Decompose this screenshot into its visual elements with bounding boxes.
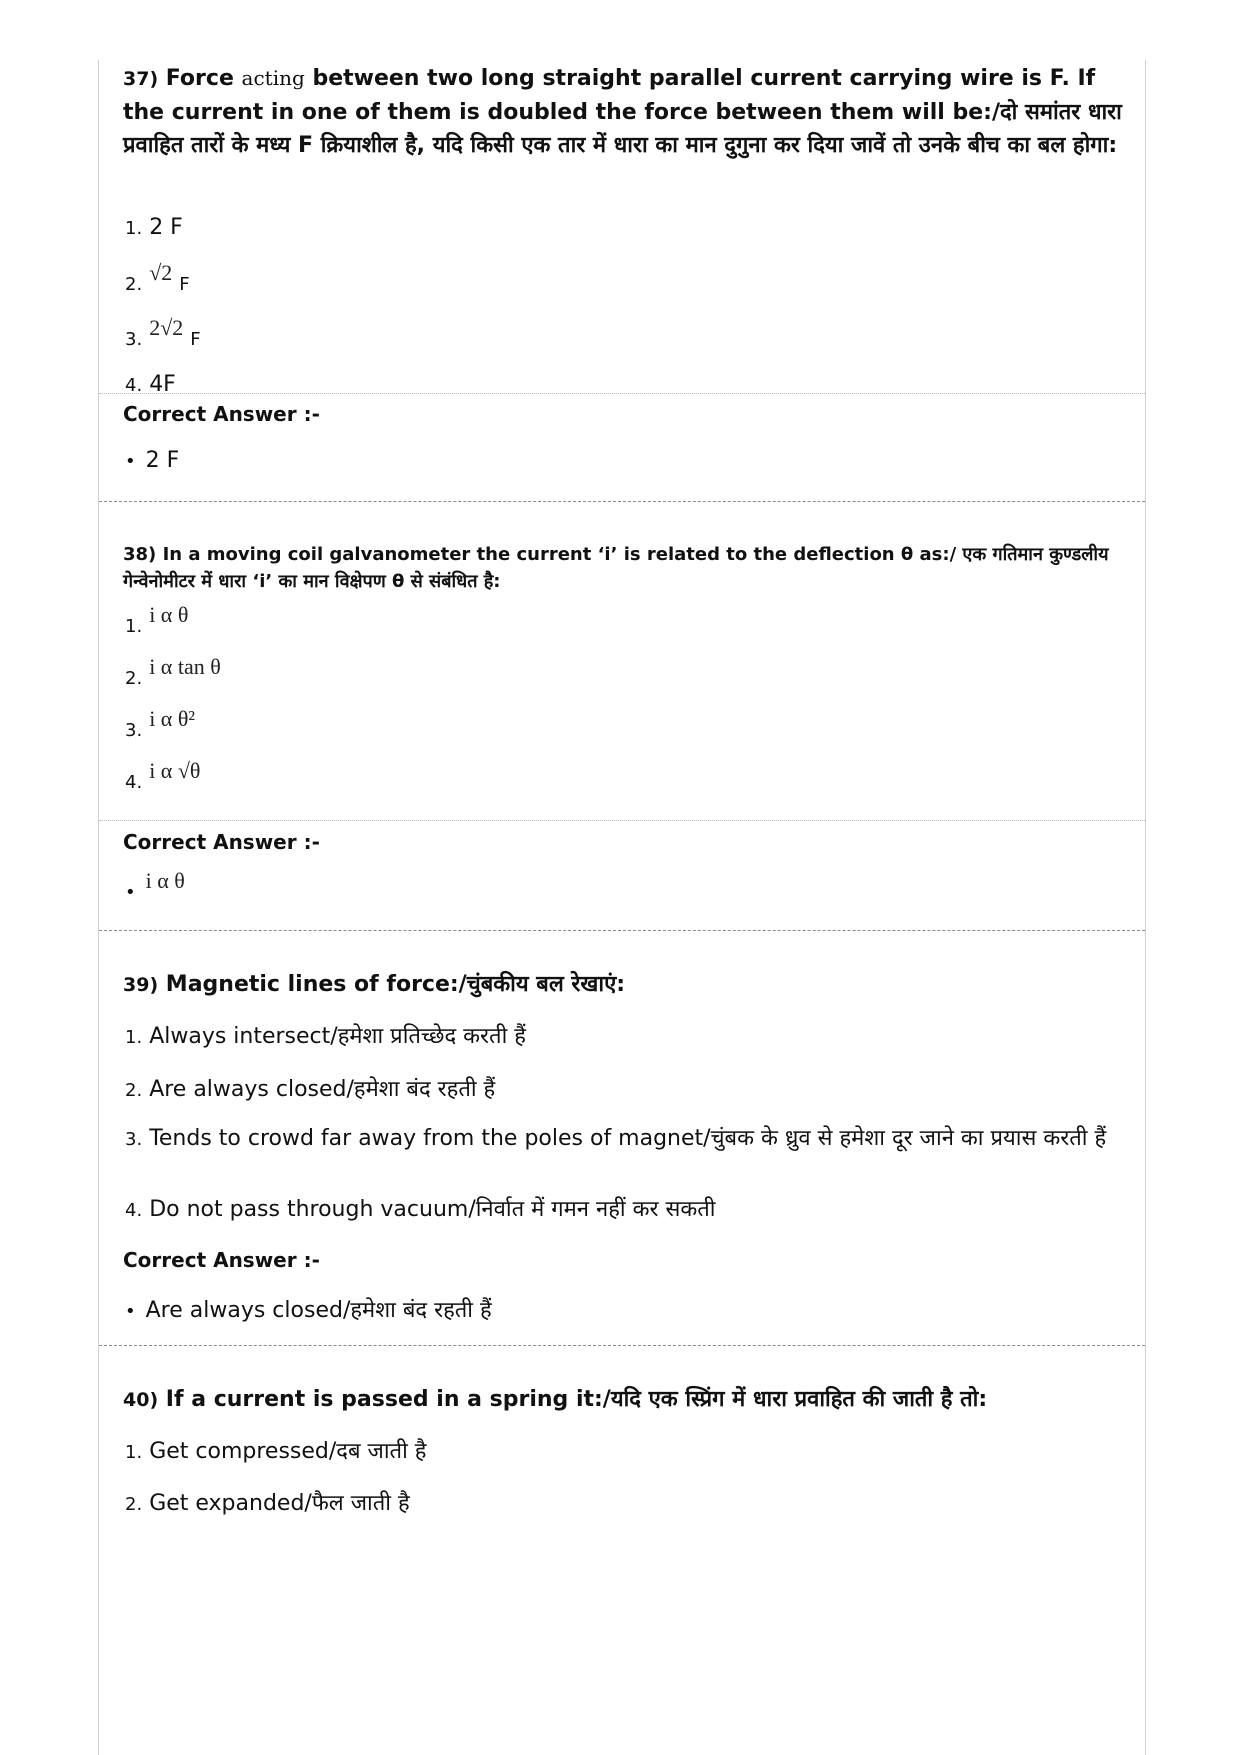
option-4[interactable] [125,1193,715,1223]
option-2[interactable] [125,654,221,690]
option-text: 2 F [149,215,183,240]
option-number: 4. [125,772,143,793]
question-text-part: Force [165,66,242,91]
option-math: i α tan θ [149,654,221,679]
option-text: Do not pass through vacuum/निर्वात में गमन नहीं कर सकती [149,1197,716,1222]
bullet-icon: • [125,1301,136,1322]
question-text-part: If a current is passed in a spring it:/यदि एक स्प्रिंग में धारा प्रवाहित की जाती है तो: [165,1387,988,1412]
correct-answer [125,868,185,904]
question-number: 38) [123,544,157,565]
correct-answer-label: Correct Answer :- [123,830,320,854]
question-text [123,970,1133,1000]
correct-answer-text: i α θ [145,868,185,893]
divider [99,820,1145,821]
option-number: 2. [125,1494,143,1515]
option-number: 4. [125,1200,143,1221]
option-number: 2. [125,274,143,295]
question-number: 37) [123,68,159,90]
question-text [123,541,1133,595]
option-text: Always intersect/हमेशा प्रतिच्छेद करती हैं [149,1024,526,1049]
bullet-icon: • [125,451,136,472]
option-number: 3. [125,720,143,741]
question-separator [99,930,1145,931]
correct-answer-label: Correct Answer :- [123,1248,320,1272]
option-text: F [190,329,201,350]
question-page [98,60,1146,1755]
divider [99,393,1145,394]
bullet-icon: • [125,882,136,903]
question-number: 39) [123,974,159,996]
option-text: Are always closed/हमेशा बंद रहती हैं [149,1077,496,1102]
option-text: 4F [149,372,176,397]
question-text-part: In a moving coil galvanometer the current ‘i’ is related to the deflection θ as:/ एक गतिमान कुण्डलीय गेन्वेनोमीटर में धारा ‘i’ का मान विक्षेपण θ से संबंधित है: [123,544,1109,592]
two-sqrt-two-math: 2√2 [149,315,184,340]
option-4[interactable] [125,758,201,794]
question-text [123,1385,1133,1415]
correct-answer-text: Are always closed/हमेशा बंद रहती हैं [145,1298,492,1323]
option-2[interactable] [125,1487,410,1517]
option-text: Get compressed/दब जाती है [149,1439,427,1464]
option-number: 3. [125,329,143,350]
option-1[interactable] [125,1435,426,1465]
option-3[interactable] [125,706,195,742]
option-math: i α θ² [149,706,195,731]
correct-answer [125,1294,492,1324]
option-number: 1. [125,218,143,239]
option-2[interactable] [125,1073,495,1103]
question-text-part: acting [241,66,305,90]
option-1[interactable] [125,1020,526,1050]
question-separator [99,501,1145,502]
correct-answer [125,448,179,473]
option-math: i α √θ [149,758,201,783]
option-number: 3. [125,1129,143,1150]
option-3[interactable] [125,1125,1125,1154]
correct-answer-text: 2 F [145,448,180,473]
option-number: 1. [125,1442,143,1463]
option-number: 1. [125,1027,143,1048]
option-3[interactable] [125,315,201,351]
option-text: Get expanded/फैल जाती है [149,1491,410,1516]
option-text: F [179,274,190,295]
option-math: i α θ [149,602,189,627]
option-number: 2. [125,668,143,689]
question-text-part: between two long straight parallel current carrying wire is F. If the current in one of them is doubled the force between them will be:/दो समांतर धारा प्रवाहित तारों के मध्य F क्रियाशील है, यदि किसी एक तार में धारा का मान दुगुना कर दिया जावें तो उनके बीच का बल होगा: [123,66,1122,158]
option-1[interactable] [125,215,183,240]
option-1[interactable] [125,602,189,638]
sqrt-two-math: √2 [149,260,173,285]
correct-answer-label: Correct Answer :- [123,402,320,426]
option-2[interactable] [125,260,190,296]
option-number: 2. [125,1080,143,1101]
question-text-part: Magnetic lines of force:/चुंबकीय बल रेखाएं: [165,972,626,997]
question-separator [99,1345,1145,1346]
question-text [123,62,1133,162]
option-number: 4. [125,375,143,396]
option-number: 1. [125,616,143,637]
question-number: 40) [123,1389,159,1411]
option-text: Tends to crowd far away from the poles of magnet/चुंबक के ध्रुव से हमेशा दूर जाने का प्रयास करती हैं [149,1126,1107,1151]
